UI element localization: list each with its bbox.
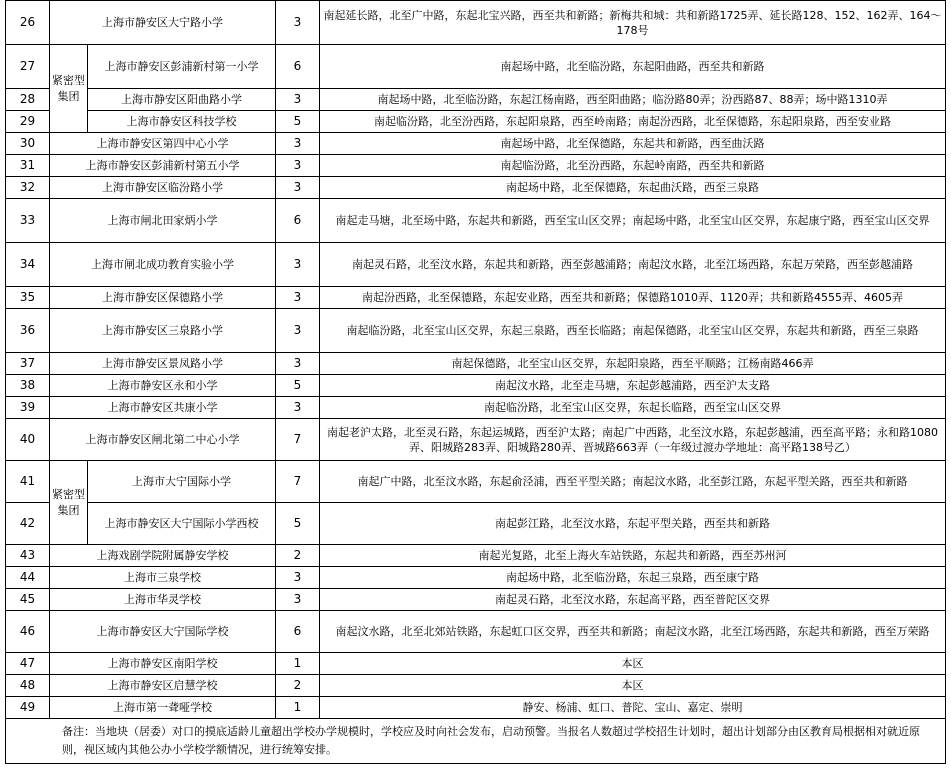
class-count: 6 — [276, 45, 320, 89]
note-row — [6, 719, 946, 764]
row-number: 40 — [6, 419, 50, 461]
table-note: 备注：当地块（居委）对口的摸底适龄儿童超出学校办学规模时，学校应及时向社会发布，启动预警。当报名人数超过学校招生计划时，超出计划部分由区教育局根据相对就近原则，视区域内其他公办小学校学额情况，进行统筹安排。 — [6, 719, 946, 764]
table-row — [6, 89, 946, 111]
row-number: 31 — [6, 155, 50, 177]
school-name: 上海市静安区共康小学 — [50, 397, 276, 419]
row-number: 36 — [6, 309, 50, 353]
row-number: 47 — [6, 653, 50, 675]
school-name: 上海市静安区大宁国际小学西校 — [88, 503, 276, 545]
class-count: 3 — [276, 589, 320, 611]
enrollment-area: 南起临汾路，北至宝山区交界，东起三泉路，西至长临路；南起保德路，北至宝山区交界，东起共和新路，西至三泉路 — [320, 309, 946, 353]
table-row — [6, 177, 946, 199]
school-name: 上海市静安区大宁国际学校 — [50, 611, 276, 653]
class-count: 2 — [276, 545, 320, 567]
school-name: 上海市静安区闸北第二中心小学 — [50, 419, 276, 461]
school-name: 上海市静安区大宁路小学 — [50, 1, 276, 45]
enrollment-area: 本区 — [320, 675, 946, 697]
table-row — [6, 653, 946, 675]
row-number: 37 — [6, 353, 50, 375]
table-row — [6, 287, 946, 309]
school-name: 上海市静安区三泉路小学 — [50, 309, 276, 353]
class-count: 3 — [276, 177, 320, 199]
row-number: 26 — [6, 1, 50, 45]
school-name: 上海市华灵学校 — [50, 589, 276, 611]
table-row — [6, 567, 946, 589]
school-name: 上海市静安区景凤路小学 — [50, 353, 276, 375]
group-label: 紧密型集团 — [50, 45, 88, 133]
class-count: 3 — [276, 1, 320, 45]
enrollment-table — [5, 0, 946, 764]
class-count: 1 — [276, 653, 320, 675]
school-name: 上海市静安区永和小学 — [50, 375, 276, 397]
enrollment-area: 南起保德路，北至宝山区交界，东起阳泉路，西至平顺路；江杨南路466弄 — [320, 353, 946, 375]
enrollment-area: 南起彭江路，北至汶水路，东起平型关路，西至共和新路 — [320, 503, 946, 545]
class-count: 3 — [276, 155, 320, 177]
row-number: 46 — [6, 611, 50, 653]
row-number: 49 — [6, 697, 50, 719]
school-name: 上海市大宁国际小学 — [88, 461, 276, 503]
table-row — [6, 675, 946, 697]
enrollment-area: 南起走马塘，北至场中路，东起共和新路，西至宝山区交界；南起场中路，北至宝山区交界，东起康宁路，西至宝山区交界 — [320, 199, 946, 243]
table-row — [6, 155, 946, 177]
table-row — [6, 133, 946, 155]
table-row — [6, 111, 946, 133]
school-name: 上海市静安区科技学校 — [88, 111, 276, 133]
enrollment-area: 南起汶水路，北至走马塘，东起彭越浦路，西至沪太支路 — [320, 375, 946, 397]
class-count: 5 — [276, 111, 320, 133]
class-count: 3 — [276, 89, 320, 111]
table-row — [6, 45, 946, 89]
row-number: 34 — [6, 243, 50, 287]
row-number: 41 — [6, 461, 50, 503]
school-name: 上海市静安区启慧学校 — [50, 675, 276, 697]
table-row — [6, 461, 946, 503]
school-name: 上海市静安区彭浦新村第五小学 — [50, 155, 276, 177]
enrollment-area: 南起临汾路，北至汾西路，东起岭南路，西至共和新路 — [320, 155, 946, 177]
enrollment-area: 南起场中路，北至临汾路，东起三泉路，西至康宁路 — [320, 567, 946, 589]
row-number: 32 — [6, 177, 50, 199]
school-name: 上海市静安区彭浦新村第一小学 — [88, 45, 276, 89]
school-name: 上海市第一聋哑学校 — [50, 697, 276, 719]
table-row — [6, 419, 946, 461]
school-name: 上海戏剧学院附属静安学校 — [50, 545, 276, 567]
school-name: 上海市静安区南阳学校 — [50, 653, 276, 675]
table-row — [6, 545, 946, 567]
class-count: 3 — [276, 397, 320, 419]
enrollment-area: 南起临汾路，北至宝山区交界，东起长临路，西至宝山区交界 — [320, 397, 946, 419]
class-count: 1 — [276, 697, 320, 719]
row-number: 33 — [6, 199, 50, 243]
table-row — [6, 697, 946, 719]
table-row — [6, 353, 946, 375]
class-count: 3 — [276, 133, 320, 155]
school-name: 上海市静安区第四中心小学 — [50, 133, 276, 155]
table-row — [6, 375, 946, 397]
class-count: 3 — [276, 243, 320, 287]
group-label: 紧密型集团 — [50, 461, 88, 545]
row-number: 27 — [6, 45, 50, 89]
school-name: 上海市静安区保德路小学 — [50, 287, 276, 309]
row-number: 30 — [6, 133, 50, 155]
enrollment-area: 南起场中路，北至保德路，东起曲沃路，西至三泉路 — [320, 177, 946, 199]
enrollment-area: 南起灵石路，北至汶水路，东起高平路，西至普陀区交界 — [320, 589, 946, 611]
enrollment-area: 南起光复路，北至上海火车站铁路，东起共和新路，西至苏州河 — [320, 545, 946, 567]
school-name: 上海市闸北成功教育实验小学 — [50, 243, 276, 287]
class-count: 5 — [276, 503, 320, 545]
class-count: 2 — [276, 675, 320, 697]
class-count: 6 — [276, 611, 320, 653]
enrollment-area: 南起老沪太路，北至灵石路，东起运城路，西至沪太路；南起广中西路，北至汶水路，东起彭越浦，西至高平路；永和路1080弄、阳城路283弄、阳城路280弄、晋城路663弄（一年级过渡办学地址：高平路138号乙） — [320, 419, 946, 461]
enrollment-area: 南起场中路，北至临汾路，东起江杨南路，西至阳曲路；临汾路80弄；汾西路87、88弄；场中路1310弄 — [320, 89, 946, 111]
class-count: 3 — [276, 287, 320, 309]
school-name: 上海市闸北田家炳小学 — [50, 199, 276, 243]
school-name: 上海市静安区阳曲路小学 — [88, 89, 276, 111]
class-count: 3 — [276, 567, 320, 589]
enrollment-area: 南起灵石路，北至汶水路，东起共和新路，西至彭越浦路；南起汶水路，北至江场西路，东起万荣路，西至彭越浦路 — [320, 243, 946, 287]
enrollment-area: 南起延长路，北至广中路，东起北宝兴路，西至共和新路；新梅共和城：共和新路1725弄、延长路128、152、162弄、164～178号 — [320, 1, 946, 45]
row-number: 48 — [6, 675, 50, 697]
enrollment-area: 南起汶水路，北至北郊站铁路，东起虹口区交界，西至共和新路；南起汶水路，北至江场西路，东起共和新路，西至万荣路 — [320, 611, 946, 653]
class-count: 3 — [276, 353, 320, 375]
table-row — [6, 397, 946, 419]
row-number: 42 — [6, 503, 50, 545]
class-count: 7 — [276, 461, 320, 503]
row-number: 45 — [6, 589, 50, 611]
row-number: 35 — [6, 287, 50, 309]
row-number: 28 — [6, 89, 50, 111]
table-row — [6, 589, 946, 611]
row-number: 39 — [6, 397, 50, 419]
school-name: 上海市静安区临汾路小学 — [50, 177, 276, 199]
enrollment-area: 南起汾西路，北至保德路，东起安业路，西至共和新路；保德路1010弄、1120弄；共和新路4555弄、4605弄 — [320, 287, 946, 309]
enrollment-area: 南起场中路，北至保德路，东起共和新路，西至曲沃路 — [320, 133, 946, 155]
enrollment-area: 静安、杨浦、虹口、普陀、宝山、嘉定、崇明 — [320, 697, 946, 719]
class-count: 5 — [276, 375, 320, 397]
table-row — [6, 1, 946, 45]
row-number: 29 — [6, 111, 50, 133]
enrollment-area: 南起广中路，北至汶水路，东起俞泾浦，西至平型关路；南起汶水路，北至彭江路，东起平型关路，西至共和新路 — [320, 461, 946, 503]
table-row — [6, 503, 946, 545]
enrollment-area: 南起场中路，北至临汾路，东起阳曲路，西至共和新路 — [320, 45, 946, 89]
enrollment-area: 本区 — [320, 653, 946, 675]
enrollment-area: 南起临汾路，北至汾西路，东起阳泉路，西至岭南路；南起汾西路，北至保德路，东起阳泉路，西至安业路 — [320, 111, 946, 133]
row-number: 43 — [6, 545, 50, 567]
class-count: 3 — [276, 309, 320, 353]
table-row — [6, 611, 946, 653]
row-number: 44 — [6, 567, 50, 589]
table-row — [6, 309, 946, 353]
table-row — [6, 243, 946, 287]
school-name: 上海市三泉学校 — [50, 567, 276, 589]
class-count: 7 — [276, 419, 320, 461]
table-row — [6, 199, 946, 243]
row-number: 38 — [6, 375, 50, 397]
class-count: 6 — [276, 199, 320, 243]
